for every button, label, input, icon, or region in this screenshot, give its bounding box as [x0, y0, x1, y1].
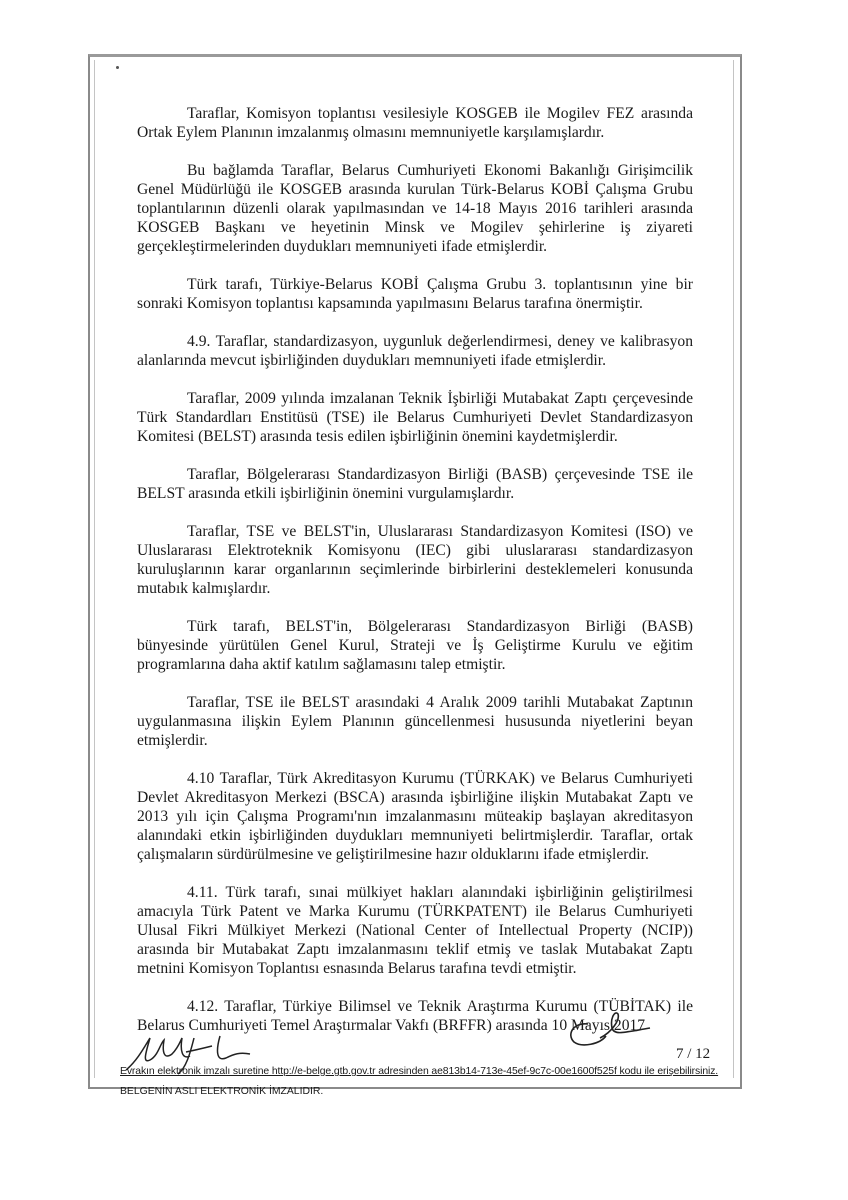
paragraph: Türk tarafı, Türkiye-Belarus KOBİ Çalışma Grubu 3. toplantısının yine bir sonraki Komisyon toplantısı kapsamında yapılmasını Belarus tarafına önermiştir. — [137, 276, 693, 312]
paragraph: Taraflar, 2009 yılında imzalanan Teknik İşbirliği Mutabakat Zaptı çerçevesinde Türk Standardları Enstitüsü (TSE) ile Belarus Cumhuriyeti Devlet Standardizasyon Komitesi (BELST) arasında tesis edilen işbirliğinin önemini kaydetmişlerdir. — [137, 390, 693, 445]
paragraph: Taraflar, Bölgelerarası Standardizasyon Birliği (BASB) çerçevesinde TSE ile BELST arasında etkili işbirliğinin önemini vurgulamışlardır. — [137, 466, 693, 502]
scan-speck — [116, 66, 119, 69]
handwritten-initials — [560, 1008, 670, 1058]
paragraph: Bu bağlamda Taraflar, Belarus Cumhuriyeti Ekonomi Bakanlığı Girişimcilik Genel Müdürlüğü ile KOSGEB arasında kurulan Türk-Belarus KOBİ Çalışma Grubu toplantılarının düzenli olarak yapılmasından ve 14-18 Mayıs 2016 tarihleri arasında KOSGEB Başkanı ve heyetinin Minsk ve Mogilev şehirlerine iş ziyareti gerçekleştirmelerinden duydukları memnuniyeti ifade etmişlerdir. — [137, 162, 693, 255]
paragraph: Taraflar, TSE ile BELST arasındaki 4 Aralık 2009 tarihli Mutabakat Zaptının uygulanmasına ilişkin Eylem Planının güncellenmesi hususunda niyetlerini beyan etmişlerdir. — [137, 694, 693, 749]
paragraph: Türk tarafı, BELST'in, Bölgelerarası Standardizasyon Birliği (BASB) bünyesinde yürütülen Genel Kurul, Strateji ve İş Geliştirme Kurulu ve eğitim programlarına daha aktif katılım sağlamasını talep etmiştir. — [137, 618, 693, 673]
document-body — [137, 104, 693, 1054]
paragraph-section-4-11: 4.11. Türk tarafı, sınai mülkiyet hakları alanındaki işbirliğinin geliştirilmesi amacıyla Türk Patent ve Marka Kurumu (TÜRKPATENT) ile Belarus Cumhuriyeti Ulusal Fikri Mülkiyet Merkezi (National Center of Intellectual Property (NCIP)) arasında bir Mutabakat Zaptı imzalanmasını teklif etmiş ve taslak Mutabakat Zaptı metnini Komisyon Toplantısı esnasında Belarus tarafına tevdi etmiştir. — [137, 884, 693, 977]
paragraph-section-4-10: 4.10 Taraflar, Türk Akreditasyon Kurumu (TÜRKAK) ve Belarus Cumhuriyeti Devlet Akreditasyon Merkezi (BSCA) arasında işbirliğine ilişkin Mutabakat Zaptı ve 2013 yılı için Çalışma Programı'nın imzalanmasını müteakip başlayan akreditasyon alanındaki etkin işbirliğinden duydukları memnuniyeti belirtmişlerdir. Taraflar, ortak çalışmaların sürdürülmesine ve geliştirilmesine hazır olduklarını ifade etmişlerdir. — [137, 770, 693, 863]
paragraph-section-4-9: 4.9. Taraflar, standardizasyon, uygunluk değerlendirmesi, deney ve kalibrasyon alanlarında mevcut işbirliğinden duydukları memnuniyeti ifade etmişlerdir. — [137, 333, 693, 369]
e-signature-verification-text: Evrakın elektronik imzalı suretine http://e-belge.gtb.gov.tr adresinden ae813b14-713e-45ef-9c7c-00e1600f525f kodu ile erişebilirsiniz. — [120, 1066, 719, 1077]
paragraph-section-4-12: 4.12. Taraflar, Türkiye Bilimsel ve Teknik Araştırma Kurumu (TÜBİTAK) ile Belarus Cumhuriyeti Temel Araştırmalar Vakfı (BRFFR) arasında 10 Mayıs 2017 — [137, 998, 693, 1034]
paragraph: Taraflar, TSE ve BELST'in, Uluslararası Standardizasyon Komitesi (ISO) ve Uluslararası Elektroteknik Komisyonu (IEC) gibi uluslararası standardizasyon kuruluşlarının karar organlarının seçimlerinde birbirlerini desteklemeleri konusunda mutabık kalmışlardır. — [137, 523, 693, 597]
page-number: 7 / 12 — [676, 1046, 711, 1062]
paragraph: Taraflar, Komisyon toplantısı vesilesiyle KOSGEB ile Mogilev FEZ arasında Ortak Eylem Planının imzalanmış olmasını memnuniyetle karşılamışlardır. — [137, 105, 693, 141]
electronic-signature-note: BELGENİN ASLI ELEKTRONİK İMZALIDIR. — [120, 1086, 324, 1097]
